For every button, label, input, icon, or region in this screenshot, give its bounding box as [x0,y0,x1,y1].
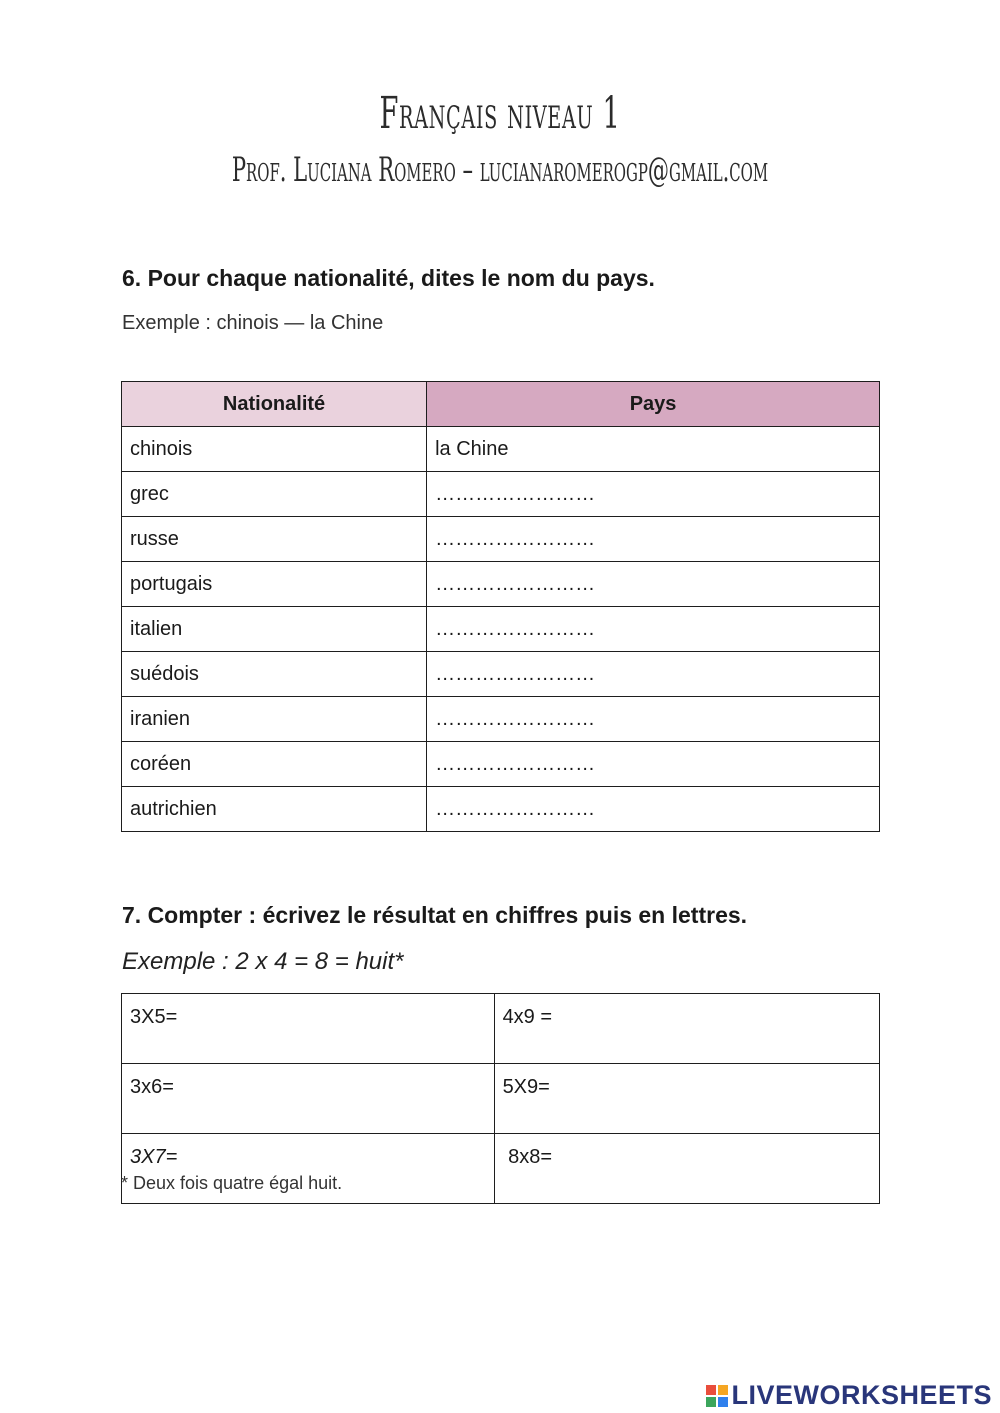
exercise-6-example: Exemple : chinois — la Chine [122,312,384,334]
table-row [122,427,880,472]
table-row [122,652,880,697]
column-header-country: Pays [427,382,880,427]
liveworksheets-logo-icon [706,1385,728,1407]
table-row [122,742,880,787]
exercise-7-example: Exemple : 2 x 4 = 8 = huit* [122,948,404,975]
country-answer-blank[interactable]: …………………… [427,742,880,787]
country-answer-blank[interactable]: …………………… [427,562,880,607]
worksheet-subtitle: Prof. Luciana Romero – lucianaromerogp@gmail.com [231,150,769,190]
calculation-cell[interactable]: 3X7= [122,1134,495,1204]
worksheet-title: Français niveau 1 [379,88,621,139]
table-row [122,1064,880,1134]
nationality-cell: portugais [122,562,427,607]
calculation-cell[interactable]: 3x6= [122,1064,495,1134]
table-row [122,562,880,607]
country-answer-blank[interactable]: …………………… [427,787,880,832]
country-answer-blank[interactable]: …………………… [427,517,880,562]
column-header-nationality: Nationalité [122,382,427,427]
nationality-cell: iranien [122,697,427,742]
exercise-7-title: 7. Compter : écrivez le résultat en chiffres puis en lettres. [122,902,748,928]
calculation-cell[interactable]: 4x9 = [494,994,879,1064]
footnote: * Deux fois quatre égal huit. [121,1173,343,1193]
nationality-cell: suédois [122,652,427,697]
table-row [122,607,880,652]
calculation-cell[interactable] [494,1134,879,1204]
country-answer-blank[interactable]: …………………… [427,652,880,697]
nationality-cell: chinois [122,427,427,472]
country-answer-blank[interactable]: …………………… [427,697,880,742]
nationality-cell: grec [122,472,427,517]
brand-name: LIVEWORKSHEETS [731,1380,992,1410]
country-cell: la Chine [427,427,880,472]
calculation-cell[interactable]: 5X9= [494,1064,879,1134]
nationality-cell: autrichien [122,787,427,832]
calculation-text: 8x8= [502,1146,553,1168]
country-answer-blank[interactable]: …………………… [427,472,880,517]
table-header-row [122,382,880,427]
nationality-cell: italien [122,607,427,652]
table-row [122,787,880,832]
table-row [122,994,880,1064]
liveworksheets-brand [706,1380,992,1411]
nationality-cell: coréen [122,742,427,787]
table-row [122,517,880,562]
calculation-cell[interactable]: 3X5= [122,994,495,1064]
table-row [122,472,880,517]
exercise-6-title: 6. Pour chaque nationalité, dites le nom du pays. [122,265,655,291]
nationality-cell: russe [122,517,427,562]
country-answer-blank[interactable]: …………………… [427,607,880,652]
nationality-table [121,381,880,832]
table-row [122,697,880,742]
